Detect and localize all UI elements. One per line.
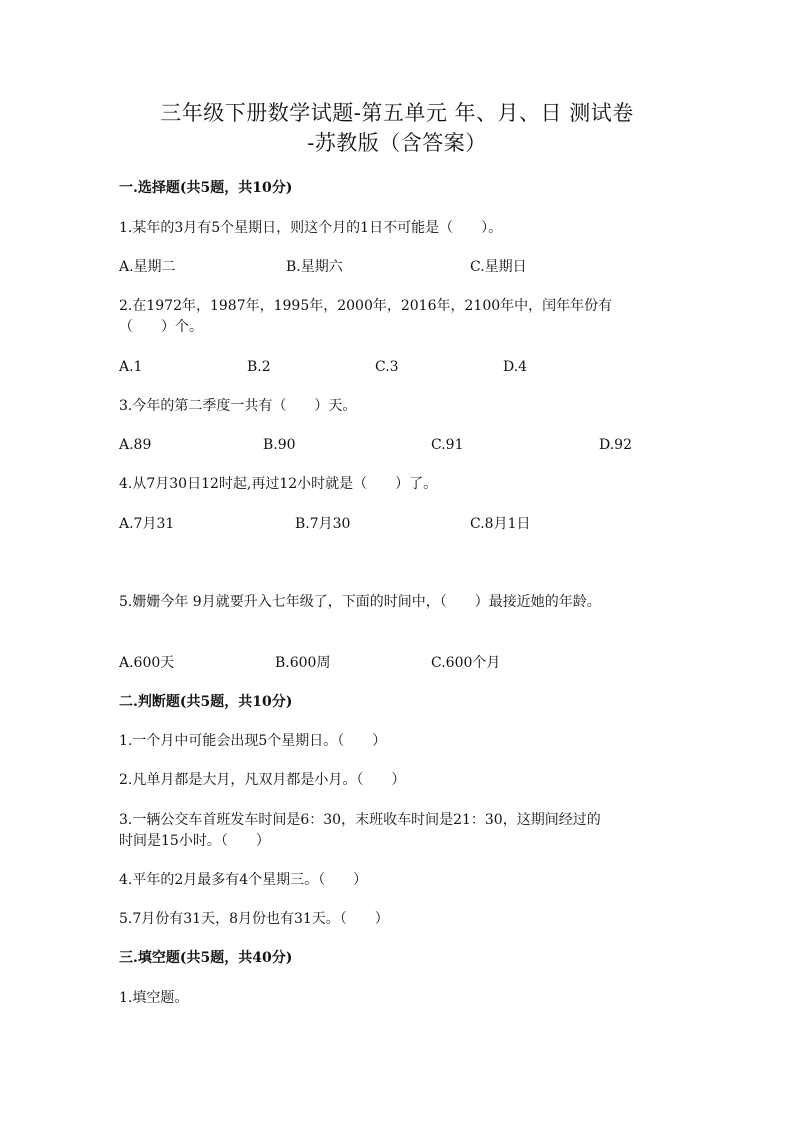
option-b: B.600周	[275, 655, 331, 671]
option-b: B.星期六	[286, 259, 343, 275]
question-2-3-line-1: 3.一辆公交车首班发车时间是6：30，末班收车时间是21：30，这期间经过的	[119, 812, 601, 828]
question-2-4: 4.平年的2月最多有4个星期三。（ ）	[119, 872, 368, 888]
title-line-2: -苏教版（含答案）	[307, 131, 487, 155]
question-3-1: 1.填空题。	[119, 990, 189, 1006]
question-2-5: 5.7月份有31天，8月份也有31天。（ ）	[119, 911, 389, 927]
option-d: D.92	[599, 437, 632, 453]
title-line-1: 三年级下册数学试题-第五单元 年、月、日 测试卷	[160, 101, 634, 125]
option-c: C.91	[431, 437, 464, 453]
question-1-2-line-2: （ ）个。	[119, 319, 203, 335]
option-c: C.8月1日	[470, 516, 531, 532]
option-b: B.2	[247, 359, 271, 375]
options-1-2	[119, 357, 719, 377]
question-1-3: 3.今年的第二季度一共有（ ）天。	[119, 398, 357, 414]
question-2-2: 2.凡单月都是大月，凡双月都是小月。（ ）	[119, 772, 406, 788]
option-c: C.3	[375, 359, 399, 375]
option-a: A.600天	[119, 655, 175, 671]
options-1-4	[119, 514, 719, 534]
options-1-3	[119, 435, 719, 455]
option-b: B.7月30	[295, 516, 351, 532]
question-1-2-line-1: 2.在1972年，1987年，1995年，2000年，2016年，2100年中，闰年年份有	[119, 298, 613, 314]
option-b: B.90	[263, 437, 296, 453]
page-title	[90, 98, 704, 158]
question-2-3-line-2: 时间是15小时。（ ）	[119, 833, 270, 849]
option-a: A.1	[119, 359, 143, 375]
question-2-1: 1.一个月中可能会出现5个星期日。（ ）	[119, 733, 387, 749]
section-heading-fill-in: 三.填空题(共5题，共40分)	[119, 950, 293, 966]
option-d: D.4	[503, 359, 528, 375]
question-1-1: 1.某年的3月有5个星期日，则这个月的1日不可能是（ ）。	[119, 220, 503, 236]
question-1-5: 5.姗姗今年 9月就要升入七年级了，下面的时间中，（ ）最接近她的年龄。	[119, 594, 601, 610]
option-a: A.7月31	[119, 516, 175, 532]
options-1-5	[119, 653, 719, 673]
options-1-1	[119, 257, 719, 277]
question-1-4: 4.从7月30日12时起,再过12小时就是（ ）了。	[119, 476, 438, 492]
option-a: A.89	[119, 437, 152, 453]
option-c: C.600个月	[431, 655, 501, 671]
section-heading-judgement: 二.判断题(共5题，共10分)	[119, 694, 293, 710]
option-a: A.星期二	[119, 259, 176, 275]
section-heading-choice: 一.选择题(共5题，共10分)	[119, 180, 293, 196]
option-c: C.星期日	[470, 259, 527, 275]
